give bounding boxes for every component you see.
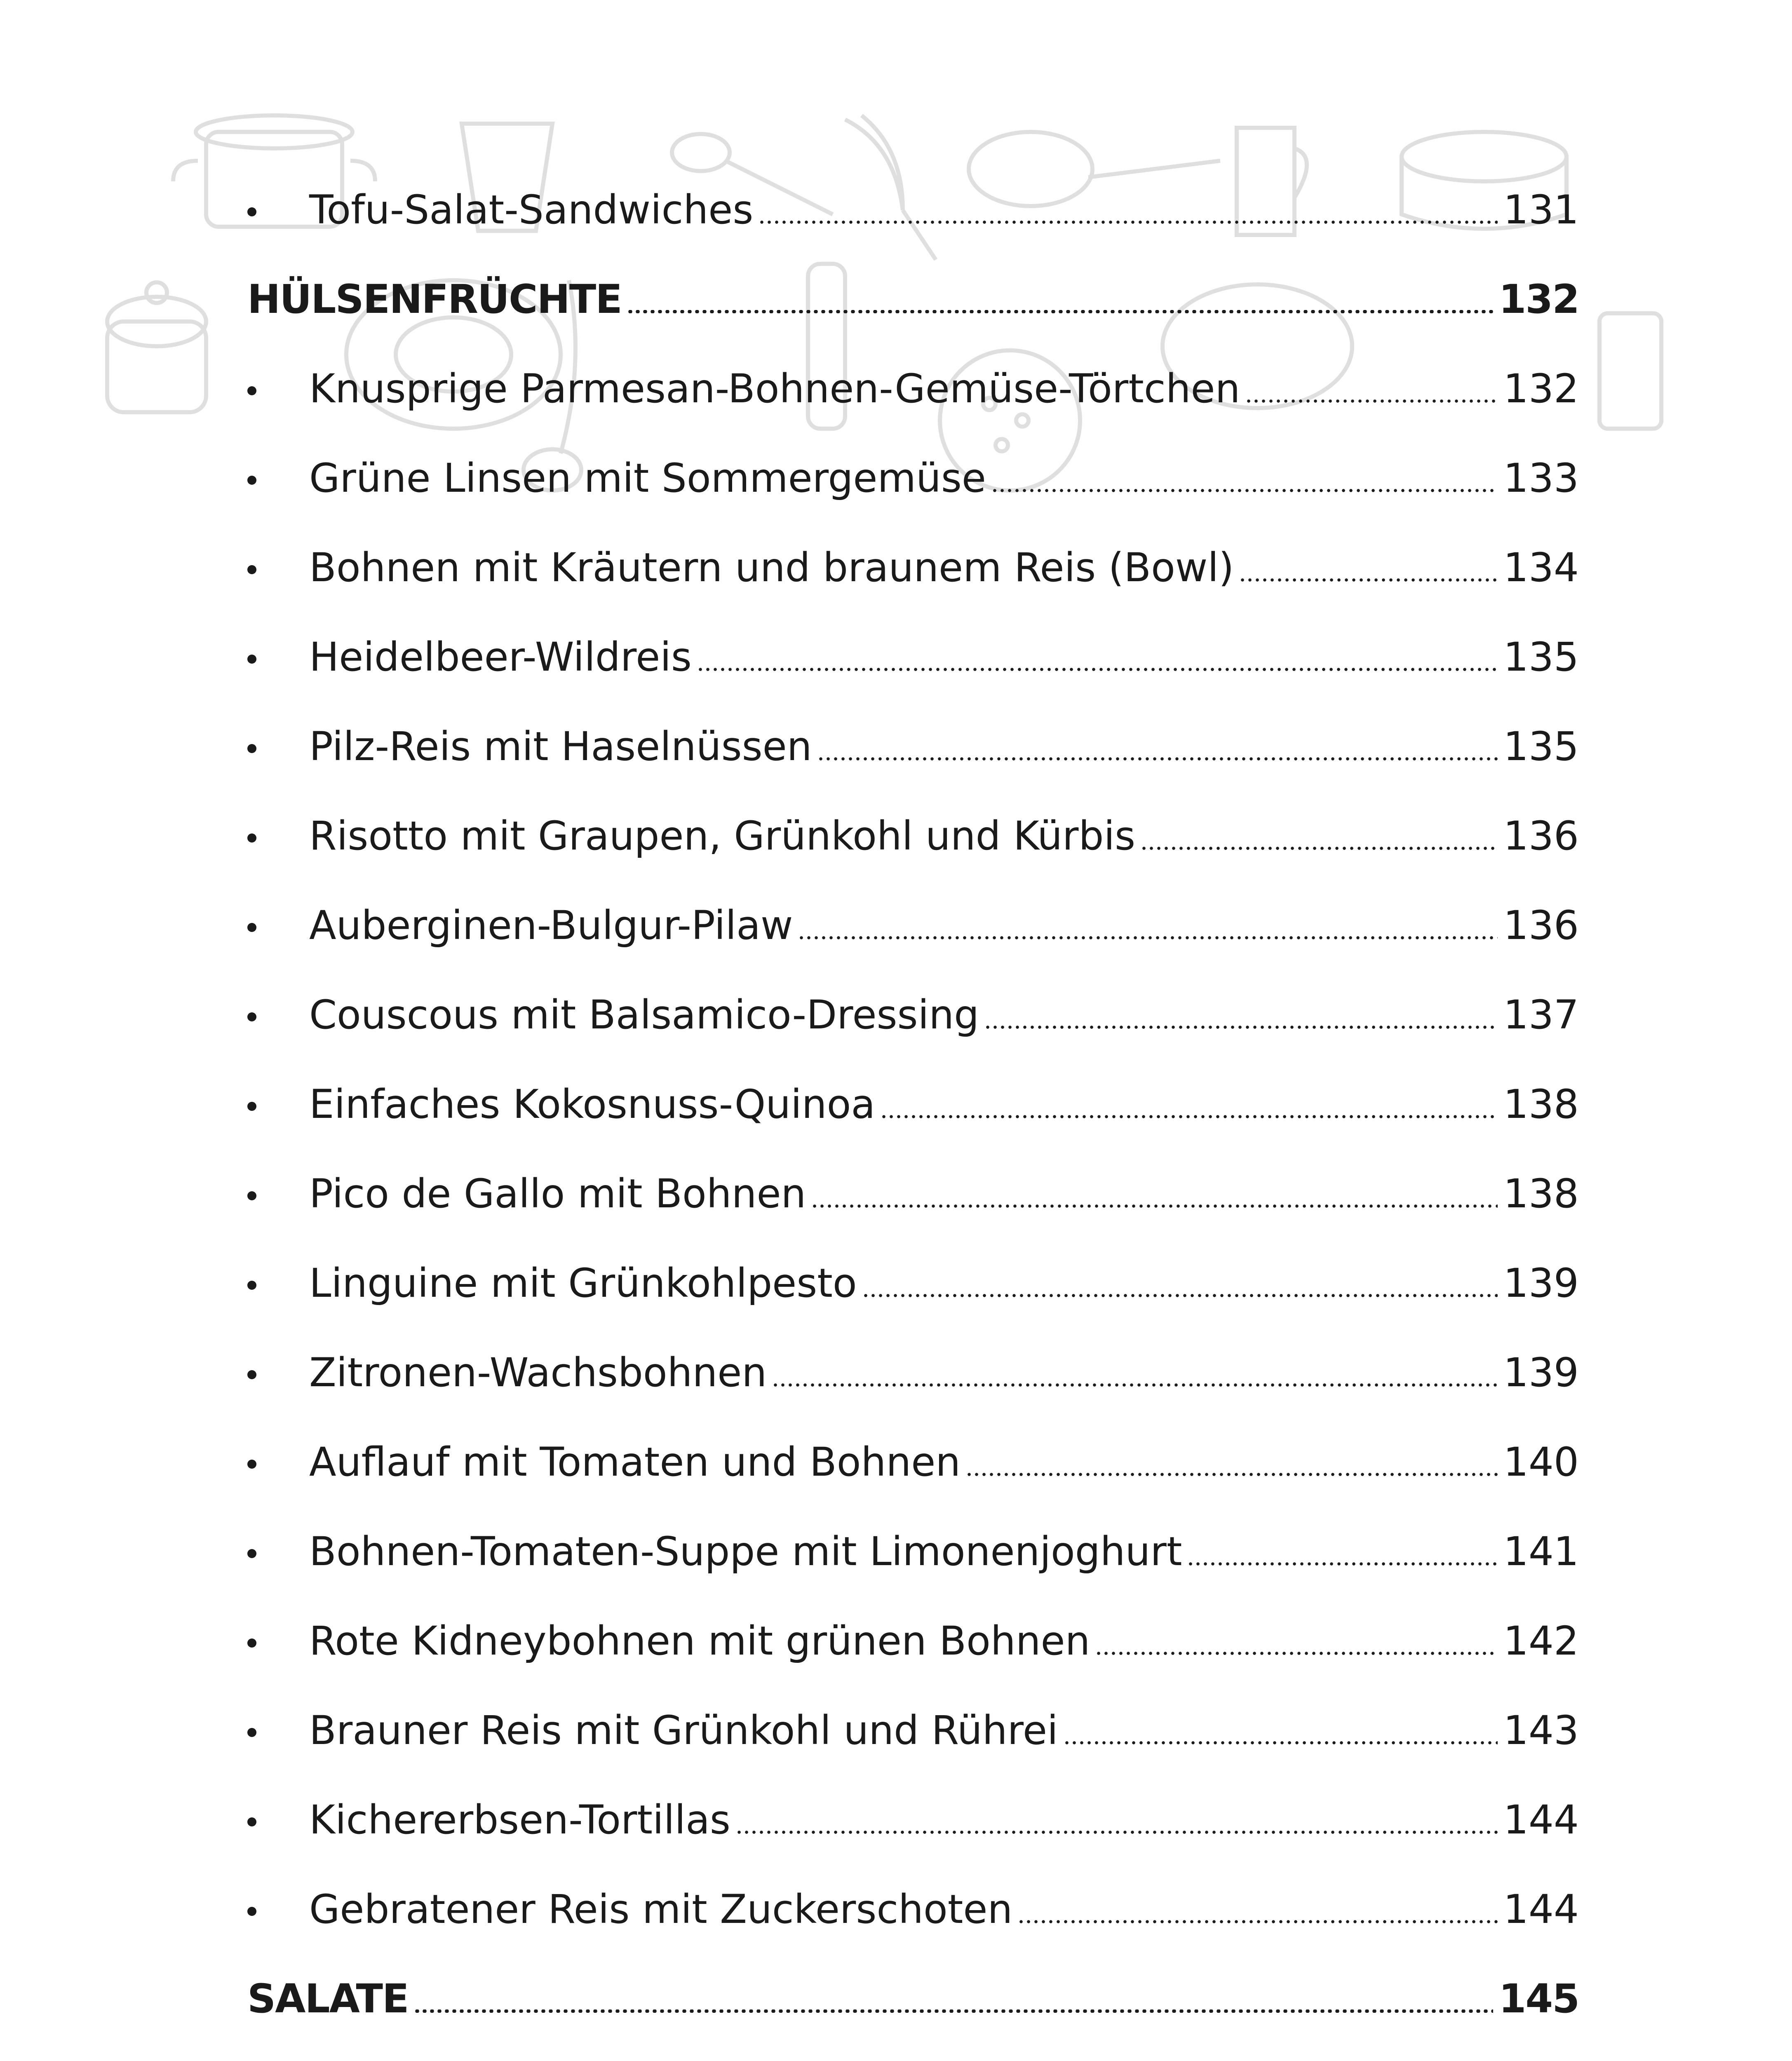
bullet-icon bbox=[247, 207, 256, 216]
toc-entry-row[interactable] bbox=[247, 1685, 1579, 1775]
bullet-icon bbox=[247, 1370, 256, 1379]
bullet-icon bbox=[247, 1191, 256, 1200]
bullet-icon bbox=[247, 386, 256, 395]
toc-page-number: 135 bbox=[1503, 723, 1579, 770]
dot-leader bbox=[1187, 1562, 1497, 1566]
toc-page-number: 139 bbox=[1503, 1349, 1579, 1396]
toc-entry-row[interactable] bbox=[247, 1596, 1579, 1685]
dot-leader bbox=[984, 1026, 1498, 1029]
table-of-contents bbox=[247, 165, 1579, 2061]
dot-leader bbox=[817, 757, 1498, 761]
toc-entry-row[interactable] bbox=[247, 1238, 1579, 1328]
toc-entry-row[interactable] bbox=[247, 970, 1579, 1059]
toc-section-row[interactable] bbox=[247, 1954, 1579, 2043]
dot-leader bbox=[1245, 399, 1497, 403]
toc-entry-title: Brauner Reis mit Grünkohl und Rührei bbox=[309, 1707, 1058, 1753]
bullet-icon bbox=[247, 923, 256, 932]
toc-entry-title: Couscous mit Balsamico-Dressing bbox=[309, 991, 979, 1038]
toc-entry-title: Knusprige Parmesan-Bohnen-Gemüse-Törtchen bbox=[309, 365, 1240, 412]
toc-page-number: 134 bbox=[1503, 544, 1579, 591]
toc-entry-title: Auberginen-Bulgur-Pilaw bbox=[309, 902, 793, 948]
toc-entry-row[interactable] bbox=[247, 1864, 1579, 1954]
bullet-icon bbox=[247, 1728, 256, 1737]
toc-entry-row[interactable] bbox=[247, 1775, 1579, 1864]
toc-entry-row[interactable] bbox=[247, 612, 1579, 702]
bullet-icon bbox=[247, 476, 256, 485]
bullet-icon bbox=[247, 1907, 256, 1916]
toc-entry-row[interactable] bbox=[247, 344, 1579, 433]
toc-section-title: SALATE bbox=[247, 1975, 409, 2022]
dot-leader bbox=[880, 1115, 1498, 1118]
toc-entry-title: Bohnen-Tomaten-Suppe mit Limonenjoghurt bbox=[309, 1528, 1182, 1575]
toc-page-number: 132 bbox=[1498, 276, 1579, 322]
toc-page-number: 144 bbox=[1503, 1886, 1579, 1932]
toc-page-number: 136 bbox=[1503, 902, 1579, 948]
dot-leader bbox=[811, 1204, 1497, 1208]
bullet-icon bbox=[247, 833, 256, 843]
toc-page-number: 139 bbox=[1503, 1260, 1579, 1306]
grater-icon bbox=[1599, 313, 1661, 429]
toc-page-number: 144 bbox=[1503, 1796, 1579, 1843]
toc-entry-row[interactable] bbox=[247, 1328, 1579, 1417]
toc-entry-title: Risotto mit Graupen, Grünkohl und Kürbis bbox=[309, 812, 1136, 859]
toc-page-number: 133 bbox=[1503, 455, 1579, 501]
toc-entry-row[interactable] bbox=[247, 1059, 1579, 1149]
bullet-icon bbox=[247, 1102, 256, 1111]
toc-entry-row[interactable] bbox=[247, 702, 1579, 791]
toc-entry-row[interactable] bbox=[247, 165, 1579, 254]
toc-entry-title: Kichererbsen-Tortillas bbox=[309, 1796, 730, 1843]
dot-leader bbox=[991, 489, 1498, 492]
bullet-icon bbox=[247, 655, 256, 664]
dot-leader bbox=[862, 1294, 1498, 1297]
dot-leader bbox=[965, 1473, 1498, 1476]
lidded-pot-icon bbox=[107, 282, 206, 412]
dot-leader bbox=[1017, 1920, 1497, 1923]
toc-page-number: 135 bbox=[1503, 634, 1579, 680]
toc-entry-row[interactable] bbox=[247, 1417, 1579, 1507]
dot-leader bbox=[758, 221, 1497, 224]
dot-leader bbox=[772, 1383, 1498, 1387]
toc-entry-row[interactable] bbox=[247, 2043, 1579, 2061]
toc-entry-title: Bohnen mit Kräutern und braunem Reis (Bowl) bbox=[309, 544, 1234, 591]
toc-entry-title: Auflauf mit Tomaten und Bohnen bbox=[309, 1439, 961, 1485]
toc-entry-row[interactable] bbox=[247, 433, 1579, 523]
toc-page-number: 137 bbox=[1503, 991, 1579, 1038]
toc-section-row[interactable] bbox=[247, 254, 1579, 344]
toc-page-number: 143 bbox=[1503, 1707, 1579, 1753]
toc-entry-row[interactable] bbox=[247, 880, 1579, 970]
toc-entry-title: Zitronen-Wachsbohnen bbox=[309, 1349, 767, 1396]
toc-entry-row[interactable] bbox=[247, 791, 1579, 880]
toc-page-number: 142 bbox=[1503, 1617, 1579, 1664]
toc-page-number: 136 bbox=[1503, 812, 1579, 859]
toc-page-number: 141 bbox=[1503, 1528, 1579, 1575]
toc-entry-row[interactable] bbox=[247, 523, 1579, 612]
dot-leader bbox=[1239, 578, 1497, 582]
dot-leader bbox=[735, 1831, 1498, 1834]
toc-entry-title: Pico de Gallo mit Bohnen bbox=[309, 1170, 806, 1217]
toc-page-number: 132 bbox=[1503, 365, 1579, 412]
toc-entry-title: Heidelbeer-Wildreis bbox=[309, 634, 692, 680]
dot-leader bbox=[1063, 1741, 1498, 1744]
dot-leader bbox=[1095, 1652, 1497, 1655]
toc-entry-title: Grüne Linsen mit Sommergemüse bbox=[309, 455, 986, 501]
bullet-icon bbox=[247, 1281, 256, 1290]
toc-page-number: 145 bbox=[1498, 1975, 1579, 2022]
toc-page-number: 131 bbox=[1503, 186, 1579, 233]
toc-entry-title: Tofu-Salat-Sandwiches bbox=[309, 186, 754, 233]
dot-leader bbox=[697, 668, 1498, 671]
dot-leader bbox=[798, 936, 1497, 939]
toc-entry-row[interactable] bbox=[247, 1149, 1579, 1238]
toc-entry-title: Linguine mit Grünkohlpesto bbox=[309, 1260, 857, 1306]
bullet-icon bbox=[247, 744, 256, 753]
bullet-icon bbox=[247, 1817, 256, 1826]
toc-page-number: 140 bbox=[1503, 1439, 1579, 1485]
bullet-icon bbox=[247, 1638, 256, 1648]
toc-entry-title: Rote Kidneybohnen mit grünen Bohnen bbox=[309, 1617, 1090, 1664]
bullet-icon bbox=[247, 1012, 256, 1021]
toc-entry-row[interactable] bbox=[247, 1507, 1579, 1596]
toc-section-title: HÜLSENFRÜCHTE bbox=[247, 276, 622, 322]
toc-page-number: 138 bbox=[1503, 1170, 1579, 1217]
toc-entry-title: Gebratener Reis mit Zuckerschoten bbox=[309, 1886, 1013, 1932]
dot-leader bbox=[1140, 847, 1498, 850]
toc-entry-title: Pilz-Reis mit Haselnüssen bbox=[309, 723, 812, 770]
bullet-icon bbox=[247, 1460, 256, 1469]
bullet-icon bbox=[247, 565, 256, 574]
dot-leader bbox=[413, 2009, 1493, 2013]
bullet-icon bbox=[247, 1549, 256, 1558]
dot-leader bbox=[627, 310, 1493, 313]
toc-entry-title: Einfaches Kokosnuss-Quinoa bbox=[309, 1081, 876, 1127]
toc-page-number: 138 bbox=[1503, 1081, 1579, 1127]
